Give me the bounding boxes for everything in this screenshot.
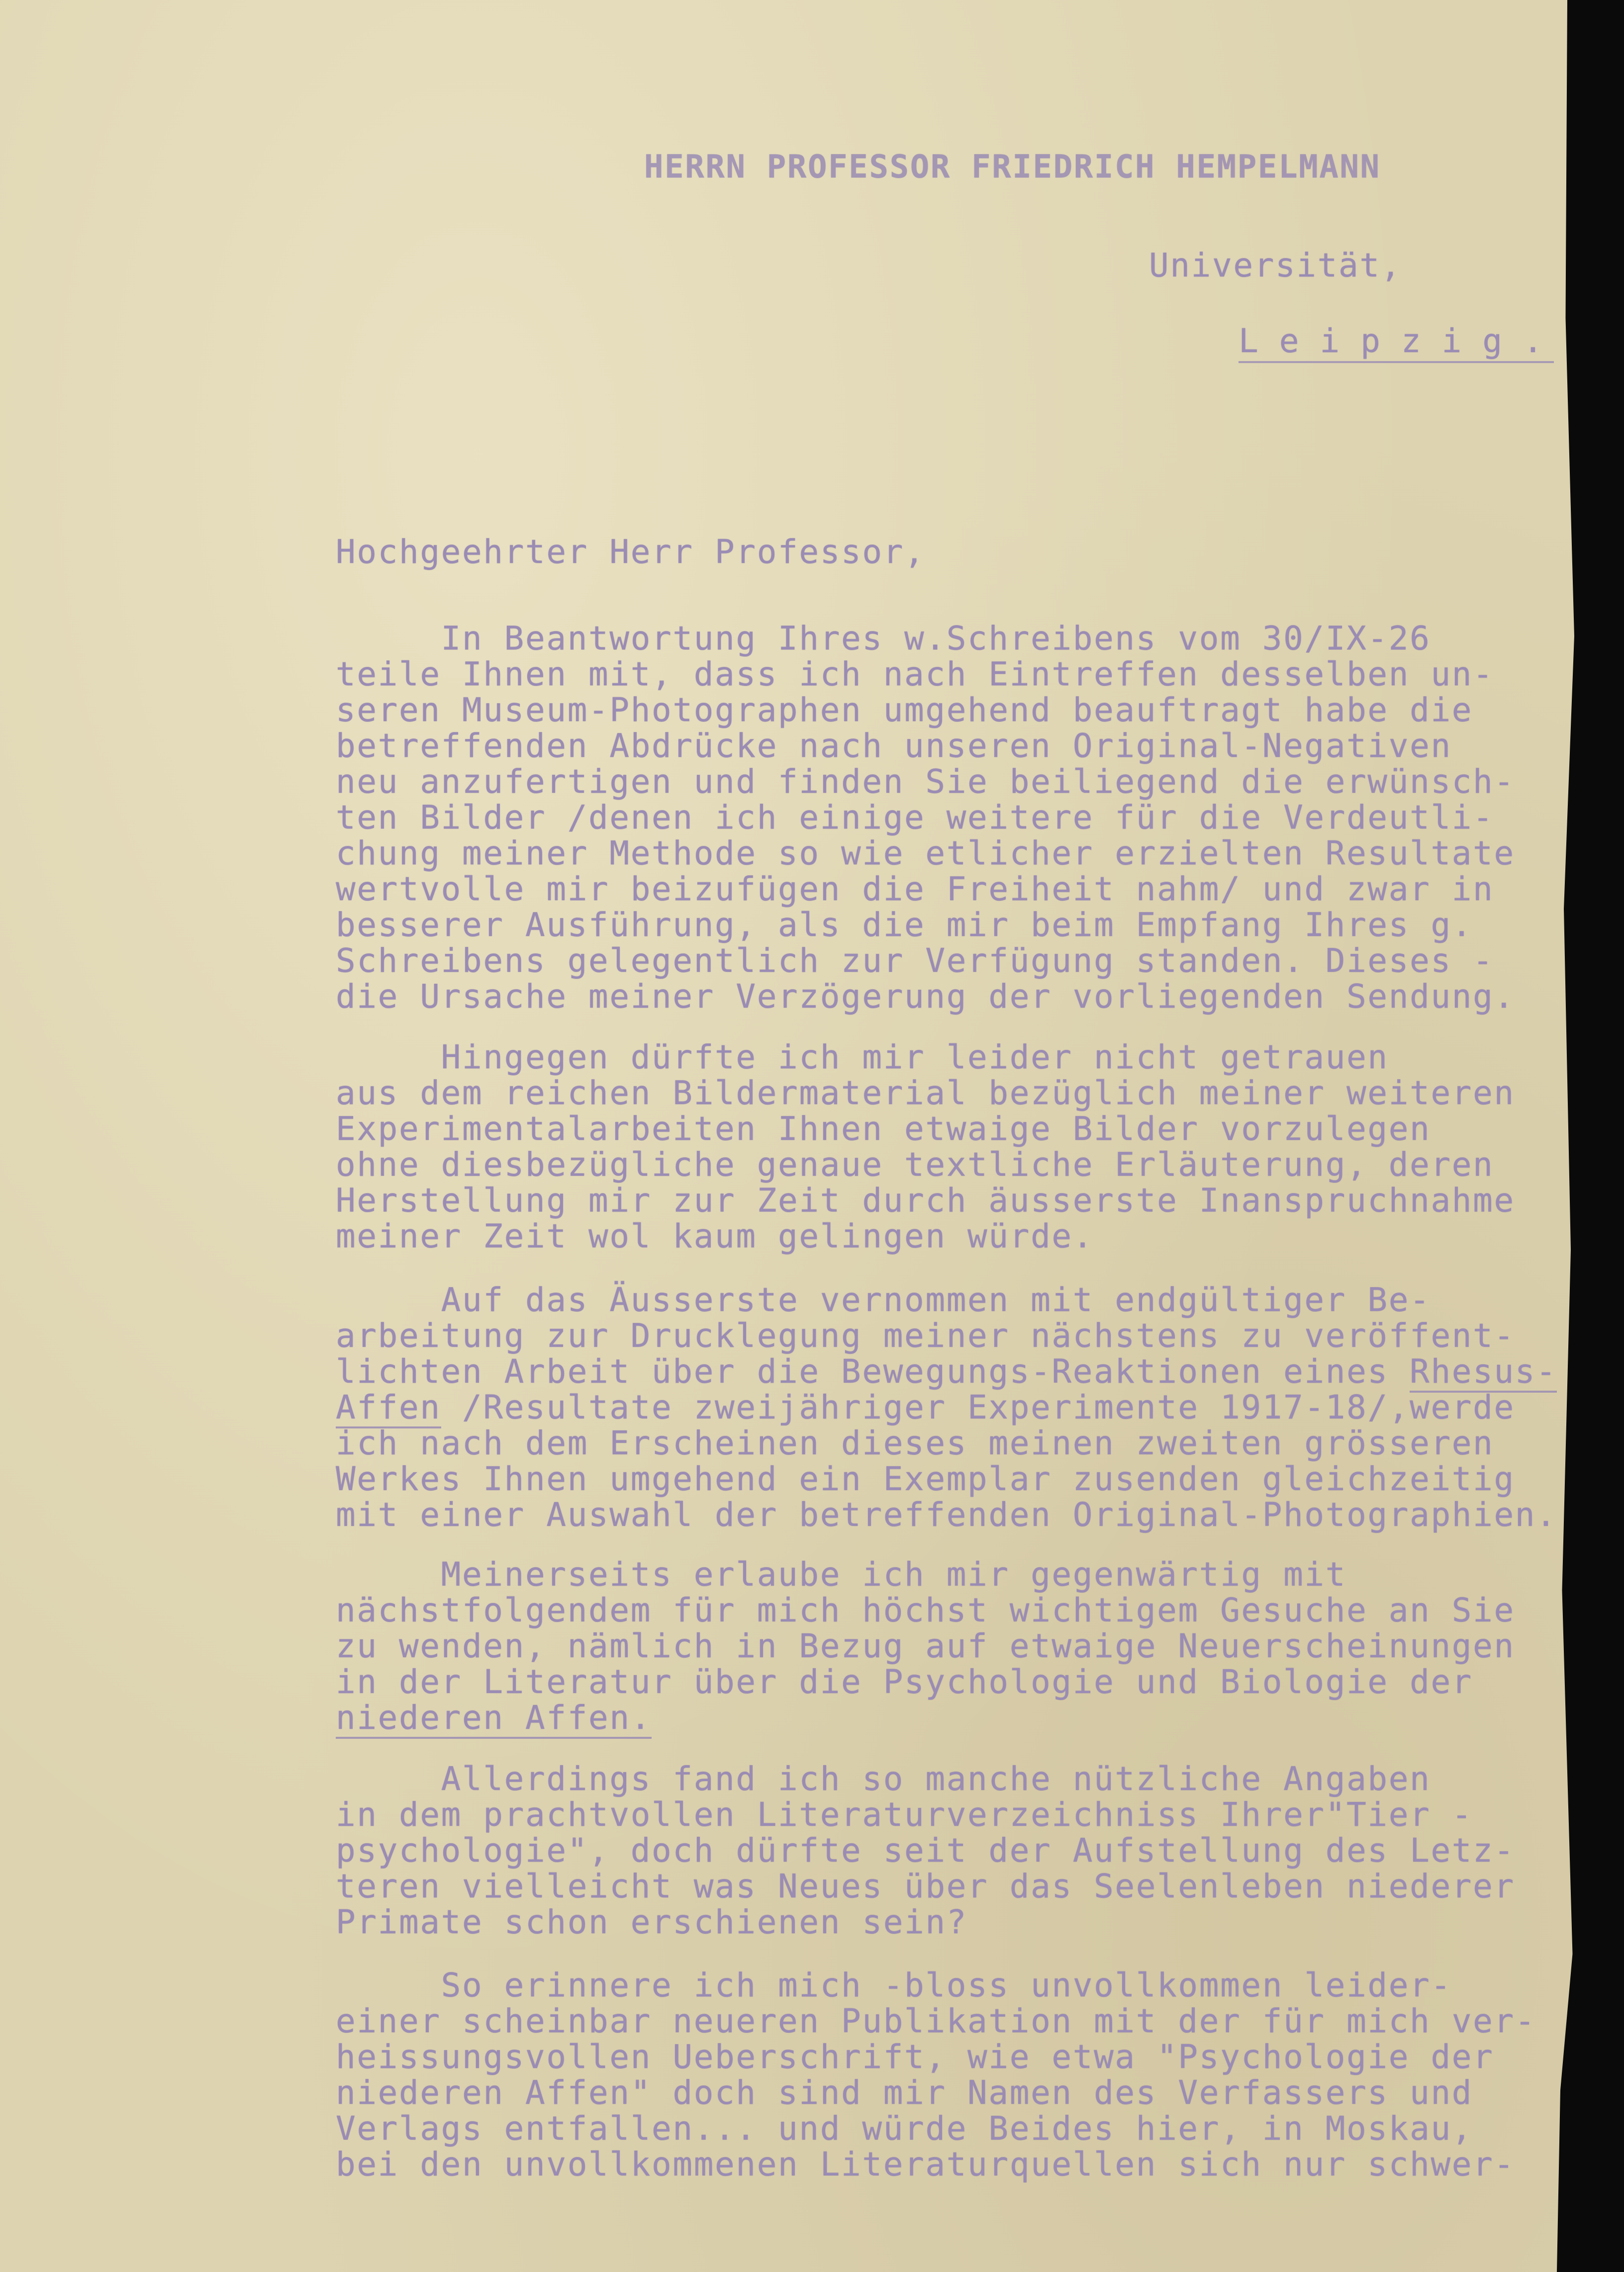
recipient-city: [1239, 323, 1564, 359]
text-line: bei den unvollkommenen Literaturquellen sich nur schwer-: [336, 2145, 1515, 2183]
text-line: aus dem reichen Bildermaterial bezüglich meiner weiteren: [336, 1074, 1515, 1112]
text-line: neu anzufertigen und finden Sie beiliegend die erwünsch-: [336, 762, 1515, 801]
text-line: Hingegen dürfte ich mir leider nicht getrauen: [336, 1038, 1389, 1076]
text-line: arbeitung zur Drucklegung meiner nächstens zu veröffent-: [336, 1317, 1515, 1355]
paragraph-1: [336, 621, 1579, 1015]
text-line: Herstellung mir zur Zeit durch äusserste Inanspruchnahme: [336, 1181, 1515, 1220]
text-segment: lichten Arbeit über die Bewegungs-Reaktionen eines: [336, 1352, 1410, 1391]
text-line: meiner Zeit wol kaum gelingen würde.: [336, 1217, 1094, 1255]
text-line: ich nach dem Erscheinen dieses meinen zweiten grösseren: [336, 1424, 1494, 1462]
text-line: Verlags entfallen... und würde Beides hier, in Moskau,: [336, 2109, 1473, 2148]
recipient-institution: Universität,: [1149, 246, 1402, 284]
text-line: Auf das Äusserste vernommen mit endgültiger Be-: [336, 1281, 1431, 1319]
underlined-word: niederen Affen.: [336, 1699, 652, 1739]
text-line: einer scheinbar neueren Publikation mit der für mich ver-: [336, 2002, 1536, 2040]
recipient-city-text: Leipzig.: [1239, 322, 1564, 360]
text-line: Allerdings fand ich so manche nützliche Angaben: [336, 1760, 1431, 1798]
text-line: in dem prachtvollen Literaturverzeichniss Ihrer"Tier -: [336, 1796, 1473, 1834]
text-line: besserer Ausführung, als die mir beim Empfang Ihres g.: [336, 906, 1473, 944]
text-line: Werkes Ihnen umgehend ein Exemplar zusenden gleichzeitig: [336, 1460, 1515, 1498]
recipient-city-underline: [1239, 361, 1554, 363]
text-segment: /Resultate zweijähriger Experimente 1917-18/,werde: [441, 1388, 1515, 1426]
paragraph-3: [336, 1282, 1579, 1533]
recipient-name: HERRN PROFESSOR FRIEDRICH HEMPELMANN: [644, 149, 1381, 186]
text-line: teile Ihnen mit, dass ich nach Eintreffen desselben un-: [336, 655, 1494, 693]
text-line: zu wenden, nämlich in Bezug auf etwaige Neuerscheinungen: [336, 1627, 1515, 1665]
text-line: mit einer Auswahl der betreffenden Original-Photographien.: [336, 1496, 1557, 1534]
text-line: Experimentalarbeiten Ihnen etwaige Bilder vorzulegen: [336, 1110, 1431, 1148]
text-line: psychologie", doch dürfte seit der Aufstellung des Letz-: [336, 1831, 1515, 1870]
text-line: In Beantwortung Ihres w.Schreibens vom 30/IX-26: [336, 619, 1431, 658]
text-line: die Ursache meiner Verzögerung der vorliegenden Sendung.: [336, 977, 1515, 1016]
text-line: [336, 1390, 1579, 1425]
text-line: [336, 1354, 1579, 1390]
paragraph-4: [336, 1557, 1579, 1736]
text-line: nächstfolgendem für mich höchst wichtigem Gesuche an Sie: [336, 1591, 1515, 1629]
text-line: heissungsvollen Ueberschrift, wie etwa "Psychologie der: [336, 2038, 1494, 2076]
text-line: [336, 1700, 1579, 1736]
paragraph-5: [336, 1761, 1579, 1940]
text-line: in der Literatur über die Psychologie und Biologie der: [336, 1663, 1473, 1701]
text-line: Schreibens gelegentlich zur Verfügung standen. Dieses -: [336, 942, 1494, 980]
text-line: ten Bilder /denen ich einige weitere für die Verdeutli-: [336, 798, 1494, 837]
underlined-word: Affen: [336, 1388, 441, 1428]
text-line: ohne diesbezügliche genaue textliche Erläuterung, deren: [336, 1145, 1494, 1184]
salutation: Hochgeehrter Herr Professor,: [336, 533, 926, 571]
text-line: wertvolle mir beizufügen die Freiheit nahm/ und zwar in: [336, 870, 1494, 908]
text-line: niederen Affen" doch sind mir Namen des Verfassers und: [336, 2074, 1473, 2112]
text-line: seren Museum-Photographen umgehend beauftragt habe die: [336, 691, 1473, 729]
paragraph-2: [336, 1040, 1579, 1254]
text-line: betreffenden Abdrücke nach unseren Original-Negativen: [336, 727, 1452, 765]
text-line: teren vielleicht was Neues über das Seelenleben niederer: [336, 1867, 1515, 1905]
text-line: Primate schon erschienen sein?: [336, 1903, 968, 1941]
text-line: Meinerseits erlaube ich mir gegenwärtig mit: [336, 1555, 1347, 1594]
underlined-word: Rhesus-: [1410, 1352, 1557, 1393]
paragraph-6: [336, 1968, 1579, 2182]
text-line: chung meiner Methode so wie etlicher erzielten Resultate: [336, 834, 1515, 872]
text-line: So erinnere ich mich -bloss unvollkommen leider-: [336, 1966, 1452, 2004]
